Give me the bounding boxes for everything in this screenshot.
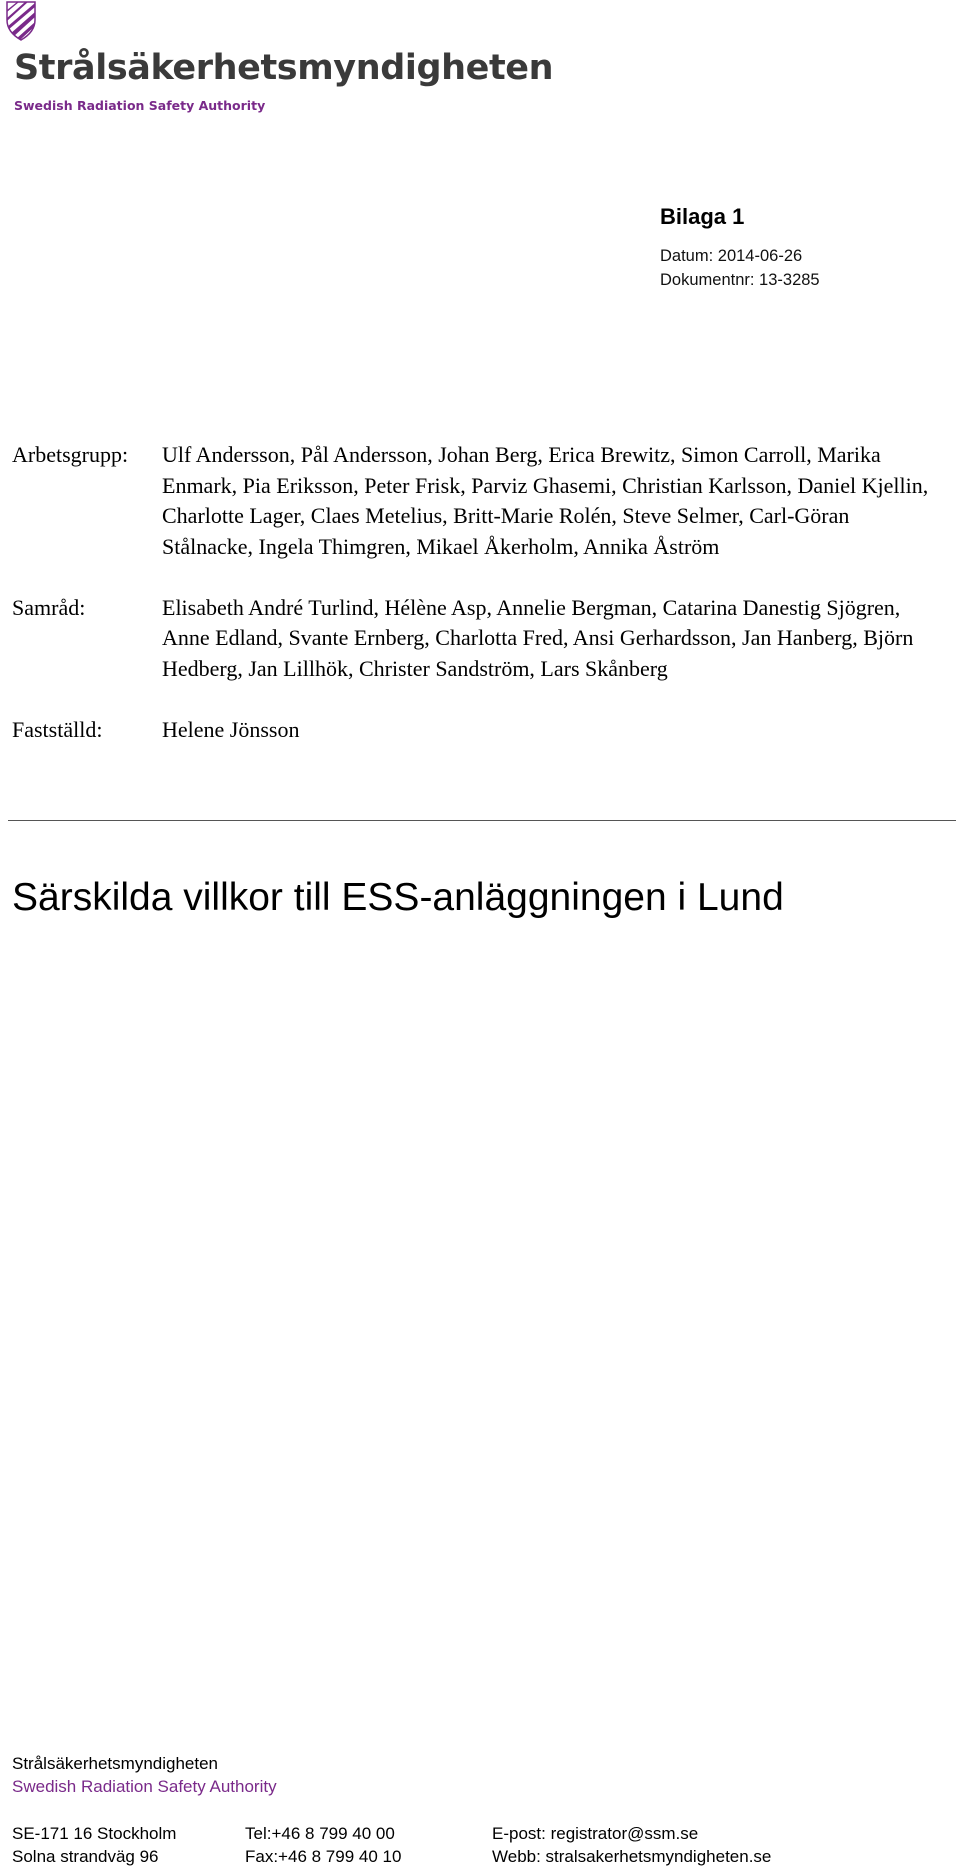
footer-web: Webb: stralsakerhetsmyndigheten.se xyxy=(492,1847,772,1866)
arbetsgrupp-value: Ulf Andersson, Pål Andersson, Johan Berg, Erica Brewitz, Simon Carroll, Marika Enmark, Pia Eriksson, Peter Frisk, Parviz Ghasemi, Christian Karlsson, Daniel Kjellin, Charlotte Lager, Claes Metelius, Britt-Marie Rolén, Steve Selmer, Carl-Göran Stålnacke, Ingela Thimgren, Mikael Åkerholm, Annika Åström xyxy=(162,442,929,559)
samrad-label: Samråd: xyxy=(12,594,86,620)
footer-org-name-en: Swedish Radiation Safety Authority xyxy=(12,1777,277,1796)
horizontal-divider xyxy=(8,820,956,821)
attachment-title: Bilaga 1 xyxy=(660,204,745,229)
org-name-logotype: Strålsäkerhetsmyndigheten xyxy=(14,48,554,88)
info-row-samrad xyxy=(12,593,942,685)
footer-address xyxy=(12,1822,176,1868)
document-date: Datum: 2014-06-26 xyxy=(660,247,803,265)
faststalld-value: Helene Jönsson xyxy=(162,716,300,742)
footer-address-line1: SE-171 16 Stockholm xyxy=(12,1824,177,1843)
footer-org-name: Strålsäkerhetsmyndigheten xyxy=(12,1754,219,1773)
footer-email: E-post: registrator@ssm.se xyxy=(492,1824,699,1843)
footer-address-line2: Solna strandväg 96 xyxy=(12,1847,159,1866)
document-info-table xyxy=(12,440,942,745)
footer-tel: Tel:+46 8 799 40 00 xyxy=(245,1824,395,1843)
ssm-logo-icon xyxy=(5,0,45,42)
samrad-value: Elisabeth André Turlind, Hélène Asp, Annelie Bergman, Catarina Danestig Sjögren, Anne Edland, Svante Ernberg, Charlotta Fred, Ansi Gerhardsson, Jan Hanberg, Björn Hedberg, Jan Lillhök, Christer Sandström, Lars Skånberg xyxy=(162,594,914,681)
document-number: Dokumentnr: 13-3285 xyxy=(660,271,820,289)
footer-contact xyxy=(492,1822,771,1868)
footer-phone xyxy=(245,1822,401,1868)
info-row-arbetsgrupp xyxy=(12,440,942,562)
info-row-faststalld xyxy=(12,715,942,746)
footer-fax: Fax:+46 8 799 40 10 xyxy=(245,1847,402,1866)
arbetsgrupp-label: Arbetsgrupp: xyxy=(12,442,129,467)
faststalld-label: Fastställd: xyxy=(12,716,103,742)
org-subtitle-logotype: Swedish Radiation Safety Authority xyxy=(14,98,266,113)
document-title: Särskilda villkor till ESS-anläggningen i Lund xyxy=(12,876,784,919)
